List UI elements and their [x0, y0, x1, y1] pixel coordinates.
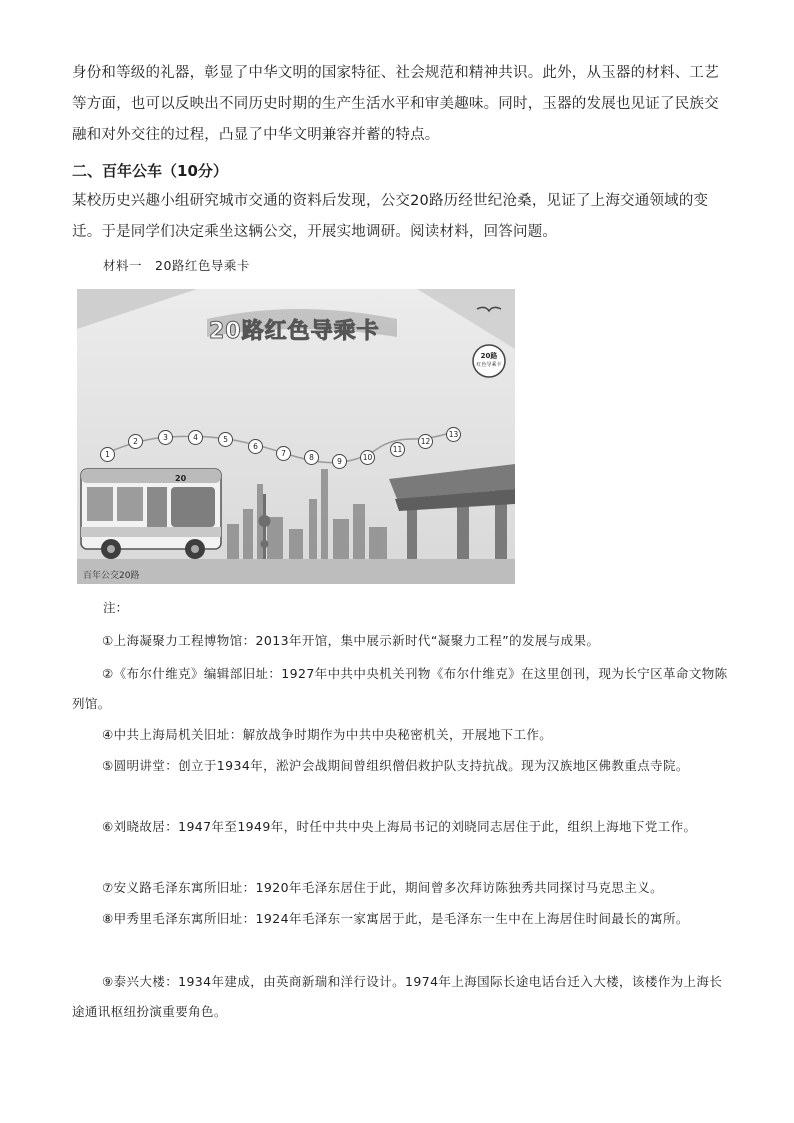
note-item: ④中共上海局机关旧址：解放战争时期作为中共中央秘密机关，开展地下工作。 — [102, 727, 553, 742]
section-intro: 某校历史兴趣小组研究城市交通的资料后发现，公交20路历经世纪沧桑，见证了上海交通领域的变迁。于是同学们决定乘坐这辆公交，开展实地调研。阅读材料，回答问题。 — [72, 193, 709, 240]
stop-number: 5 — [218, 432, 233, 447]
bus-number: 20 — [175, 474, 187, 483]
material-caption: 材料一 20路红色导乘卡 — [103, 258, 250, 273]
stop-number: 8 — [304, 450, 319, 465]
stop-number: 2 — [128, 434, 143, 449]
stop-number: 1 — [100, 447, 115, 462]
badge-line-1: 20路 — [480, 352, 498, 360]
stop-number: 9 — [332, 454, 347, 469]
note-item: ⑧甲秀里毛泽东寓所旧址：1924年毛泽东一家寓居于此，是毛泽东一生中在上海居住时间最长的寓所。 — [102, 911, 689, 926]
stop-number: 10 — [360, 450, 375, 465]
note-item: ⑨泰兴大楼：1934年建成，由英商新瑞和洋行设计。1974年上海国际长途电话台迁入大楼，该楼作为上海长途通讯枢纽扮演重要角色。 — [72, 974, 723, 1019]
notes-label: 注： — [103, 600, 129, 615]
intro-paragraph: 身份和等级的礼器，彰显了中华文明的国家特征、社会规范和精神共识。此外，从玉器的材料、工艺等方面，也可以反映出不同历史时期的生产生活水平和审美趣味。同时，玉器的发展也见证了民族交融和对外交往的过程，凸显了中华文明兼容并蓄的特点。 — [72, 65, 719, 143]
note-item: ⑤圆明讲堂：创立于1934年，淞沪会战期间曾组织僧侣救护队支持抗战。现为汉族地区佛教重点寺院。 — [102, 758, 689, 773]
note-item: ②《布尔什维克》编辑部旧址：1927年中共中央机关刊物《布尔什维克》在这里创刊，现为长宁区革命文物陈列馆。 — [72, 666, 728, 711]
stop-number: 4 — [188, 430, 203, 445]
stop-number: 13 — [446, 427, 461, 442]
stop-number: 6 — [248, 439, 263, 454]
stop-number: 7 — [276, 446, 291, 461]
stop-number: 3 — [158, 430, 173, 445]
stop-number: 11 — [390, 442, 405, 457]
stop-number: 12 — [418, 434, 433, 449]
badge-line-2: 红色导乘卡 — [476, 362, 502, 368]
card-title: 20路红色导乘卡 — [209, 319, 380, 344]
section-title: 二、百年公车（10分） — [72, 162, 228, 180]
note-item: ⑥刘晓故居：1947年至1949年，时任中共中央上海局书记的刘晓同志居住于此，组织上海地下党工作。 — [102, 819, 697, 834]
note-item: ①上海凝聚力工程博物馆：2013年开馆，集中展示新时代“凝聚力工程”的发展与成果。 — [102, 633, 600, 648]
card-bottom-label: 百年公交20路 — [83, 571, 140, 581]
note-item: ⑦安义路毛泽东寓所旧址：1920年毛泽东居住于此，期间曾多次拜访陈独秀共同探讨马克思主义。 — [102, 880, 664, 895]
guide-card-image — [77, 289, 515, 584]
